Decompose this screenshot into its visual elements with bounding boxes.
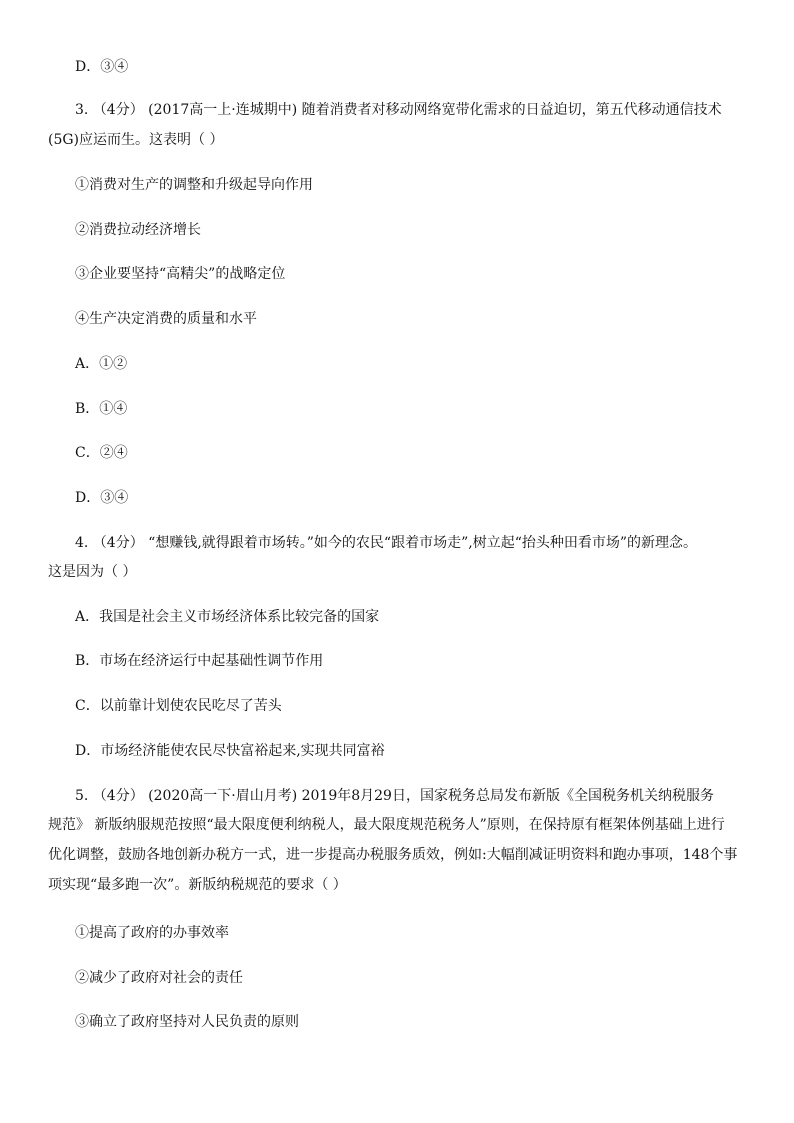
q5-statement-1: ①提高了政府的办事效率 — [75, 925, 229, 941]
q3-option-b: B．①④ — [75, 401, 128, 417]
q3-statement-2: ②消费拉动经济增长 — [75, 222, 201, 238]
q4-stem-line1: 4. （4分） “想赚钱,就得跟着市场转。”如今的农民“跟着市场走”,树立起“抬头种田看市场”的新理念。 — [75, 535, 698, 551]
q4-option-d: D．市场经济能使农民尽快富裕起来,实现共同富裕 — [75, 743, 385, 759]
q3-statement-4: ④生产决定消费的质量和水平 — [75, 311, 257, 327]
q5-statement-3: ③确立了政府坚持对人民负责的原则 — [75, 1014, 299, 1030]
q2-option-d: D．③④ — [75, 59, 129, 75]
q5-stem-line1: 5. （4分） (2020高一下·眉山月考) 2019年8月29日，国家税务总局发布新版《全国税务机关纳税服务 — [75, 788, 714, 804]
q3-option-a: A．①② — [75, 356, 128, 372]
q4-stem-line2: 这是因为（ ） — [48, 564, 137, 580]
q4-option-b: B．市场在经济运行中起基础性调节作用 — [75, 653, 324, 669]
q3-option-c: C．②④ — [75, 445, 128, 461]
q3-stem-line1: 3. （4分） (2017高一上·连城期中) 随着消费者对移动网络宽带化需求的日益迫切，第五代移动通信技术 — [75, 102, 722, 118]
q5-statement-2: ②减少了政府对社会的责任 — [75, 970, 243, 986]
q3-statement-3: ③企业要坚持“高精尖”的战略定位 — [75, 266, 286, 282]
q4-option-c: C．以前靠计划使农民吃尽了苦头 — [75, 698, 282, 714]
q4-option-a: A．我国是社会主义市场经济体系比较完备的国家 — [75, 609, 380, 625]
q5-stem-line4: 项实现“最多跑一次”。新版纳税规范的要求（ ） — [48, 877, 347, 893]
q3-statement-1: ①消费对生产的调整和升级起导向作用 — [75, 177, 313, 193]
q3-option-d: D．③④ — [75, 490, 129, 506]
q5-stem-line2: 规范》 新版纳服规范按照“最大限度便利纳税人，最大限度规范税务人”原则，在保持原有框架体例基础上进行 — [48, 817, 725, 833]
q3-stem-line2: (5G)应运而生。这表明（ ） — [48, 132, 224, 148]
q5-stem-line3: 优化调整，鼓励各地创新办税方一式，进一步提高办税服务质效，例如:大幅削减证明资料和跑办事项，148个事 — [48, 847, 738, 863]
